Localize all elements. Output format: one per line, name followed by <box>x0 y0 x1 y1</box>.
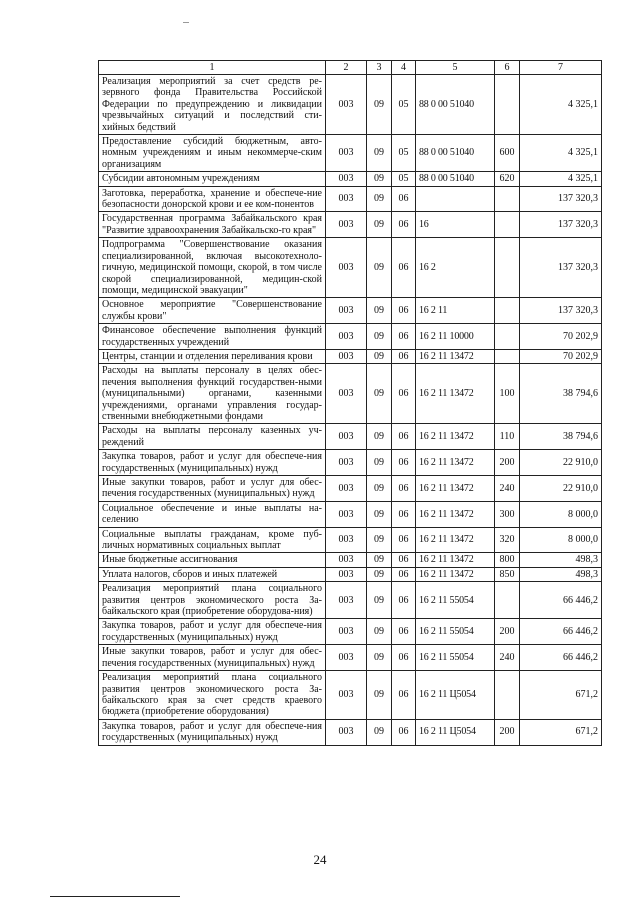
subsection-code-cell: 06 <box>392 619 416 645</box>
amount-cell: 22 910,0 <box>520 476 602 502</box>
section-code-cell: 09 <box>367 238 392 298</box>
subsection-code-cell: 06 <box>392 324 416 350</box>
section-code-cell: 09 <box>367 424 392 450</box>
row-name-cell: Закупка товаров, работ и услуг для обеспече-ния государственных (муниципальных) нужд <box>99 719 326 745</box>
amount-cell: 66 446,2 <box>520 582 602 619</box>
table-row <box>99 582 602 619</box>
expense-type-cell: 850 <box>495 567 520 581</box>
section-code-cell: 09 <box>367 298 392 324</box>
section-code-cell: 09 <box>367 75 392 135</box>
table-row <box>99 619 602 645</box>
section-code-cell: 09 <box>367 186 392 212</box>
table-row <box>99 212 602 238</box>
amount-cell: 4 325,1 <box>520 172 602 186</box>
section-code-cell: 09 <box>367 582 392 619</box>
page-number: 24 <box>313 852 327 867</box>
column-header: 2 <box>326 61 367 75</box>
amount-cell: 70 202,9 <box>520 349 602 363</box>
subsection-code-cell: 06 <box>392 553 416 567</box>
target-article-cell: 16 2 11 <box>416 298 495 324</box>
column-header: 1 <box>99 61 326 75</box>
table-row <box>99 553 602 567</box>
table-row <box>99 238 602 298</box>
table-row <box>99 476 602 502</box>
table-row <box>99 501 602 527</box>
amount-cell: 671,2 <box>520 671 602 720</box>
scan-mark <box>183 22 189 23</box>
subsection-code-cell: 05 <box>392 135 416 172</box>
expense-type-cell <box>495 75 520 135</box>
row-name-cell: Закупка товаров, работ и услуг для обеспече-ния государственных (муниципальных) нужд <box>99 619 326 645</box>
target-article-cell: 16 2 11 13472 <box>416 476 495 502</box>
section-code-cell: 09 <box>367 324 392 350</box>
column-header: 4 <box>392 61 416 75</box>
section-code-cell: 09 <box>367 476 392 502</box>
row-name-cell: Заготовка, переработка, хранение и обеспече-ние безопасности донорской крови и ее ком-понентов <box>99 186 326 212</box>
target-article-cell: 16 2 11 13472 <box>416 527 495 553</box>
target-article-cell: 88 0 00 51040 <box>416 75 495 135</box>
subsection-code-cell: 06 <box>392 212 416 238</box>
subsection-code-cell: 06 <box>392 527 416 553</box>
subsection-code-cell: 06 <box>392 476 416 502</box>
subsection-code-cell: 05 <box>392 172 416 186</box>
amount-cell: 22 910,0 <box>520 450 602 476</box>
target-article-cell <box>416 186 495 212</box>
target-article-cell: 16 2 11 13472 <box>416 450 495 476</box>
target-article-cell: 88 0 00 51040 <box>416 135 495 172</box>
expense-type-cell <box>495 671 520 720</box>
amount-cell: 4 325,1 <box>520 75 602 135</box>
section-code-cell: 09 <box>367 567 392 581</box>
expense-type-cell: 240 <box>495 476 520 502</box>
row-name-cell: Подпрограмма "Совершенствование оказания специализированной, включая высокотехноло-гичную, медицинской помощи, скорой, в том числе скорой специализированной, медицин-ской помощи, медицинской эвакуации" <box>99 238 326 298</box>
amount-cell: 137 320,3 <box>520 186 602 212</box>
budget-table <box>98 60 602 746</box>
row-name-cell: Основное мероприятие "Совершенствование службы крови" <box>99 298 326 324</box>
amount-cell: 498,3 <box>520 567 602 581</box>
amount-cell: 66 446,2 <box>520 645 602 671</box>
expense-type-cell: 240 <box>495 645 520 671</box>
amount-cell: 66 446,2 <box>520 619 602 645</box>
target-article-cell: 16 2 11 55054 <box>416 645 495 671</box>
column-header: 6 <box>495 61 520 75</box>
ministry-code-cell: 003 <box>326 364 367 424</box>
ministry-code-cell: 003 <box>326 172 367 186</box>
row-name-cell: Расходы на выплаты персоналу в целях обес-печения выполнения функций государствен-ными (муниципальными) органами, казенными учреждениями, органами управления государ-ственными внебюджетными фондами <box>99 364 326 424</box>
target-article-cell: 16 2 11 Ц5054 <box>416 671 495 720</box>
subsection-code-cell: 05 <box>392 75 416 135</box>
table-row <box>99 719 602 745</box>
table-row <box>99 349 602 363</box>
target-article-cell: 16 2 11 13472 <box>416 501 495 527</box>
amount-cell: 671,2 <box>520 719 602 745</box>
ministry-code-cell: 003 <box>326 75 367 135</box>
section-code-cell: 09 <box>367 719 392 745</box>
expense-type-cell <box>495 298 520 324</box>
target-article-cell: 88 0 00 51040 <box>416 172 495 186</box>
table-row <box>99 186 602 212</box>
subsection-code-cell: 06 <box>392 364 416 424</box>
expense-type-cell <box>495 212 520 238</box>
row-name-cell: Субсидии автономным учреждениям <box>99 172 326 186</box>
table-row <box>99 298 602 324</box>
row-name-cell: Расходы на выплаты персоналу казенных уч-реждений <box>99 424 326 450</box>
ministry-code-cell: 003 <box>326 719 367 745</box>
ministry-code-cell: 003 <box>326 212 367 238</box>
subsection-code-cell: 06 <box>392 186 416 212</box>
expense-type-cell <box>495 186 520 212</box>
section-code-cell: 09 <box>367 450 392 476</box>
expense-type-cell: 600 <box>495 135 520 172</box>
ministry-code-cell: 003 <box>326 238 367 298</box>
expense-type-cell: 110 <box>495 424 520 450</box>
row-name-cell: Финансовое обеспечение выполнения функций государственных учреждений <box>99 324 326 350</box>
amount-cell: 38 794,6 <box>520 364 602 424</box>
table-row <box>99 135 602 172</box>
expense-type-cell: 320 <box>495 527 520 553</box>
subsection-code-cell: 06 <box>392 582 416 619</box>
amount-cell: 137 320,3 <box>520 298 602 324</box>
row-name-cell: Реализация мероприятий плана социального развития центров экономического роста За-байкальского края за счет средств краевого бюджета (приобретение оборудования) <box>99 671 326 720</box>
row-name-cell: Государственная программа Забайкальского края "Развитие здравоохранения Забайкальско-го края" <box>99 212 326 238</box>
row-name-cell: Реализация мероприятий плана социального развития центров экономического роста За-байкальского края (приобретение оборудова-ния) <box>99 582 326 619</box>
section-code-cell: 09 <box>367 172 392 186</box>
column-header: 3 <box>367 61 392 75</box>
ministry-code-cell: 003 <box>326 567 367 581</box>
target-article-cell: 16 2 11 55054 <box>416 582 495 619</box>
footnote-divider <box>50 896 180 897</box>
amount-cell: 70 202,9 <box>520 324 602 350</box>
target-article-cell: 16 2 11 55054 <box>416 619 495 645</box>
amount-cell: 137 320,3 <box>520 212 602 238</box>
row-name-cell: Социальные выплаты гражданам, кроме пуб-личных нормативных социальных выплат <box>99 527 326 553</box>
ministry-code-cell: 003 <box>326 424 367 450</box>
expense-type-cell: 800 <box>495 553 520 567</box>
column-header: 5 <box>416 61 495 75</box>
subsection-code-cell: 06 <box>392 501 416 527</box>
ministry-code-cell: 003 <box>326 553 367 567</box>
subsection-code-cell: 06 <box>392 567 416 581</box>
ministry-code-cell: 003 <box>326 501 367 527</box>
section-code-cell: 09 <box>367 645 392 671</box>
table-row <box>99 645 602 671</box>
amount-cell: 4 325,1 <box>520 135 602 172</box>
ministry-code-cell: 003 <box>326 324 367 350</box>
target-article-cell: 16 2 11 Ц5054 <box>416 719 495 745</box>
row-name-cell: Иные закупки товаров, работ и услуг для обес-печения государственных (муниципальных) нужд <box>99 645 326 671</box>
table-row <box>99 172 602 186</box>
expense-type-cell: 620 <box>495 172 520 186</box>
expense-type-cell <box>495 324 520 350</box>
section-code-cell: 09 <box>367 212 392 238</box>
ministry-code-cell: 003 <box>326 349 367 363</box>
section-code-cell: 09 <box>367 527 392 553</box>
row-name-cell: Социальное обеспечение и иные выплаты на-селению <box>99 501 326 527</box>
table-row <box>99 75 602 135</box>
column-header: 7 <box>520 61 602 75</box>
section-code-cell: 09 <box>367 501 392 527</box>
header-row <box>99 61 602 75</box>
target-article-cell: 16 2 11 13472 <box>416 364 495 424</box>
subsection-code-cell: 06 <box>392 671 416 720</box>
section-code-cell: 09 <box>367 349 392 363</box>
table-body <box>99 75 602 746</box>
amount-cell: 8 000,0 <box>520 501 602 527</box>
expense-type-cell: 200 <box>495 619 520 645</box>
amount-cell: 8 000,0 <box>520 527 602 553</box>
amount-cell: 38 794,6 <box>520 424 602 450</box>
ministry-code-cell: 003 <box>326 619 367 645</box>
table-row <box>99 324 602 350</box>
subsection-code-cell: 06 <box>392 349 416 363</box>
row-name-cell: Закупка товаров, работ и услуг для обеспече-ния государственных (муниципальных) нужд <box>99 450 326 476</box>
ministry-code-cell: 003 <box>326 527 367 553</box>
table-row <box>99 424 602 450</box>
row-name-cell: Реализация мероприятий за счет средств ре-зервного фонда Правительства Российской Федерации по предупреждению и ликвидации чрезвычайных ситуаций и последствий сти-хийных бедствий <box>99 75 326 135</box>
expense-type-cell: 200 <box>495 450 520 476</box>
ministry-code-cell: 003 <box>326 298 367 324</box>
table-row <box>99 364 602 424</box>
amount-cell: 137 320,3 <box>520 238 602 298</box>
target-article-cell: 16 2 11 13472 <box>416 567 495 581</box>
ministry-code-cell: 003 <box>326 645 367 671</box>
row-name-cell: Иные бюджетные ассигнования <box>99 553 326 567</box>
table-row <box>99 671 602 720</box>
ministry-code-cell: 003 <box>326 135 367 172</box>
target-article-cell: 16 2 <box>416 238 495 298</box>
expense-type-cell <box>495 238 520 298</box>
subsection-code-cell: 06 <box>392 298 416 324</box>
target-article-cell: 16 2 11 13472 <box>416 553 495 567</box>
ministry-code-cell: 003 <box>326 476 367 502</box>
target-article-cell: 16 2 11 13472 <box>416 424 495 450</box>
table-row <box>99 527 602 553</box>
expense-type-cell <box>495 349 520 363</box>
target-article-cell: 16 2 11 10000 <box>416 324 495 350</box>
amount-cell: 498,3 <box>520 553 602 567</box>
section-code-cell: 09 <box>367 553 392 567</box>
expense-type-cell: 300 <box>495 501 520 527</box>
row-name-cell: Иные закупки товаров, работ и услуг для обес-печения государственных (муниципальных) нужд <box>99 476 326 502</box>
section-code-cell: 09 <box>367 135 392 172</box>
subsection-code-cell: 06 <box>392 645 416 671</box>
table-row <box>99 450 602 476</box>
section-code-cell: 09 <box>367 619 392 645</box>
subsection-code-cell: 06 <box>392 238 416 298</box>
subsection-code-cell: 06 <box>392 424 416 450</box>
ministry-code-cell: 003 <box>326 671 367 720</box>
ministry-code-cell: 003 <box>326 582 367 619</box>
subsection-code-cell: 06 <box>392 719 416 745</box>
row-name-cell: Уплата налогов, сборов и иных платежей <box>99 567 326 581</box>
target-article-cell: 16 <box>416 212 495 238</box>
expense-type-cell <box>495 582 520 619</box>
section-code-cell: 09 <box>367 364 392 424</box>
expense-type-cell: 100 <box>495 364 520 424</box>
row-name-cell: Предоставление субсидий бюджетным, авто-номным учреждениям и иным некоммерче-ским организациям <box>99 135 326 172</box>
ministry-code-cell: 003 <box>326 450 367 476</box>
subsection-code-cell: 06 <box>392 450 416 476</box>
table-row <box>99 567 602 581</box>
expense-type-cell: 200 <box>495 719 520 745</box>
target-article-cell: 16 2 11 13472 <box>416 349 495 363</box>
row-name-cell: Центры, станции и отделения переливания крови <box>99 349 326 363</box>
section-code-cell: 09 <box>367 671 392 720</box>
ministry-code-cell: 003 <box>326 186 367 212</box>
